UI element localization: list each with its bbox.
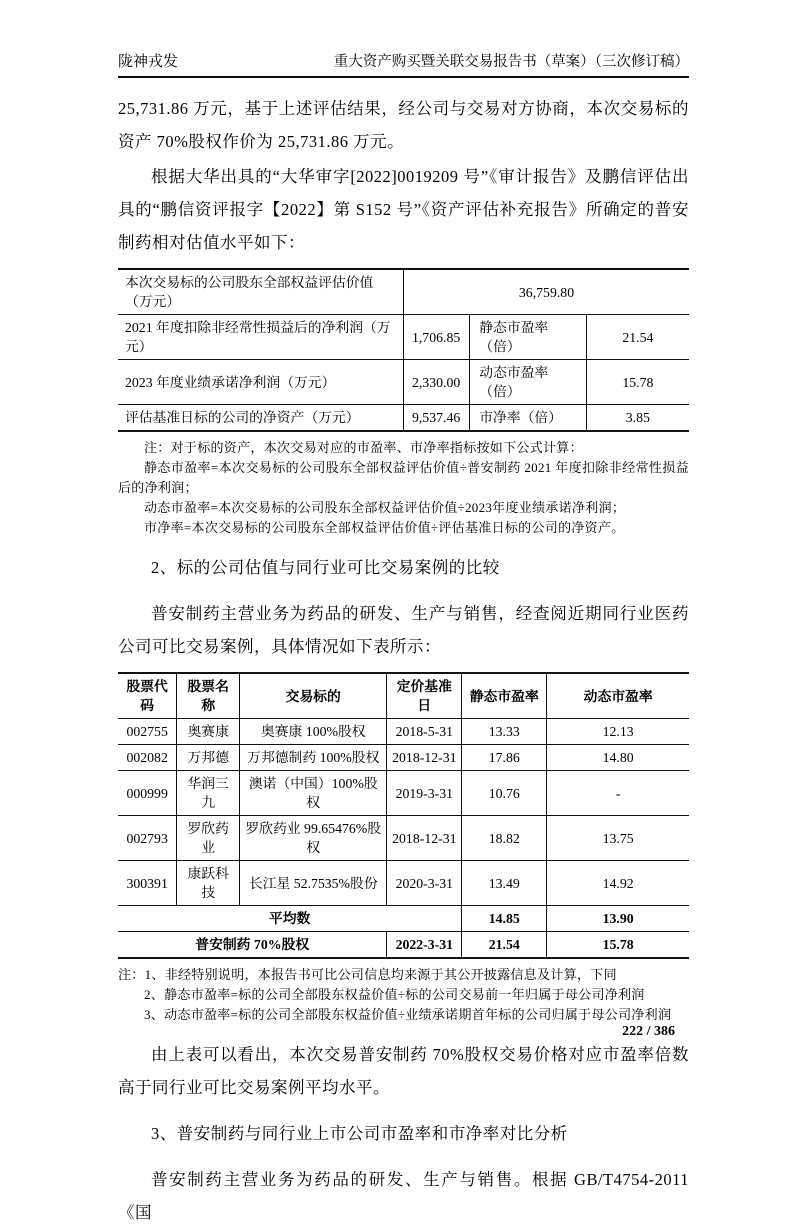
table-cell: 002793 bbox=[118, 816, 177, 861]
paragraph-price-conclusion: 25,731.86 万元，基于上述评估结果，经公司与交易对方协商，本次交易标的资产 70%股权作价为 25,731.86 万元。 bbox=[118, 99, 689, 151]
header-company-name: 陇神戎发 bbox=[118, 54, 179, 70]
table-cell: 9,537.46 bbox=[404, 405, 470, 432]
table-cell: 002755 bbox=[118, 719, 177, 745]
column-header: 股票名称 bbox=[177, 673, 240, 719]
table-average-row bbox=[118, 906, 689, 932]
table-cell: 000999 bbox=[118, 771, 177, 816]
table-cell: 长江星 52.7535%股份 bbox=[240, 861, 387, 906]
table-cell: 2020-3-31 bbox=[387, 861, 462, 906]
table-cell: 21.54 bbox=[462, 932, 547, 959]
column-header: 定价基准日 bbox=[387, 673, 462, 719]
column-header: 静态市盈率 bbox=[462, 673, 547, 719]
table-cell: 华润三九 bbox=[177, 771, 240, 816]
table-cell: 10.76 bbox=[462, 771, 547, 816]
table-cell: 康跃科技 bbox=[177, 861, 240, 906]
section-heading-2: 2、标的公司估值与同行业可比交易案例的比较 bbox=[151, 558, 500, 577]
header-report-title: 重大资产购买暨关联交易报告书（草案）（三次修订稿） bbox=[333, 54, 689, 70]
paragraph-industry-intro: 普安制药主营业务为药品的研发、生产与销售。根据 GB/T4754-2011《国 bbox=[118, 1170, 689, 1222]
table-row bbox=[118, 816, 689, 861]
table-cell: 13.90 bbox=[547, 906, 689, 932]
section-heading-3: 3、普安制药与同行业上市公司市盈率和市净率对比分析 bbox=[151, 1124, 568, 1143]
table-target-row bbox=[118, 932, 689, 959]
table-cell: 17.86 bbox=[462, 745, 547, 771]
table-cell: 罗欣药业 99.65476%股权 bbox=[240, 816, 387, 861]
table-row bbox=[118, 771, 689, 816]
table-row bbox=[118, 315, 689, 360]
comparison-table bbox=[118, 672, 689, 959]
note-line: 注：对于标的资产，本次交易对应的市盈率、市净率指标按如下公式计算： bbox=[144, 440, 583, 455]
paragraph-comparable-intro: 普安制药主营业务为药品的研发、生产与销售，经查阅近期同行业医药公司可比交易案例，具体情况如下表所示： bbox=[118, 604, 689, 656]
note-line: 市净率=本次交易标的公司股东全部权益评估价值÷评估基准日标的公司的净资产。 bbox=[144, 520, 625, 535]
table-header-row bbox=[118, 673, 689, 719]
table-cell: 奥赛康 bbox=[177, 719, 240, 745]
column-header: 股票代码 bbox=[118, 673, 177, 719]
table-cell: 21.54 bbox=[586, 315, 689, 360]
table-cell: 2022-3-31 bbox=[387, 932, 462, 959]
note-line: 3、动态市盈率=标的公司全部股东权益价值÷业绩承诺期首年标的公司归属于母公司净利润 bbox=[144, 1007, 672, 1022]
table-cell: 12.13 bbox=[547, 719, 689, 745]
table-row bbox=[118, 745, 689, 771]
table-row bbox=[118, 269, 689, 315]
table-cell: 18.82 bbox=[462, 816, 547, 861]
comparison-table-notes bbox=[118, 965, 689, 1025]
column-header: 动态市盈率 bbox=[547, 673, 689, 719]
running-header bbox=[118, 50, 689, 78]
table-cell: - bbox=[547, 771, 689, 816]
table-cell: 3.85 bbox=[586, 405, 689, 432]
table-row bbox=[118, 719, 689, 745]
table-cell: 2018-12-31 bbox=[387, 745, 462, 771]
table-cell: 2018-12-31 bbox=[387, 816, 462, 861]
column-header: 交易标的 bbox=[240, 673, 387, 719]
table-cell: 14.85 bbox=[462, 906, 547, 932]
table-cell: 36,759.80 bbox=[404, 269, 689, 315]
note-line: 动态市盈率=本次交易标的公司股东全部权益评估价值÷2023年度业绩承诺净利润； bbox=[144, 500, 626, 515]
paragraph-conclusion: 由上表可以看出，本次交易普安制药 70%股权交易价格对应市盈率倍数高于同行业可比交易案例平均水平。 bbox=[118, 1045, 689, 1097]
table-cell: 15.78 bbox=[586, 360, 689, 405]
table-row bbox=[118, 360, 689, 405]
note-line: 2、静态市盈率=标的公司全部股东权益价值÷标的公司交易前一年归属于母公司净利润 bbox=[144, 987, 645, 1002]
table-cell: 万邦德制药 100%股权 bbox=[240, 745, 387, 771]
table-cell: 奥赛康 100%股权 bbox=[240, 719, 387, 745]
table-cell: 本次交易标的公司股东全部权益评估价值（万元） bbox=[118, 269, 404, 315]
table-row bbox=[118, 861, 689, 906]
table-cell: 2019-3-31 bbox=[387, 771, 462, 816]
table-cell: 14.92 bbox=[547, 861, 689, 906]
table-cell: 2021 年度扣除非经常性损益后的净利润（万元） bbox=[118, 315, 404, 360]
table-cell: 罗欣药业 bbox=[177, 816, 240, 861]
note-line: 静态市盈率=本次交易标的公司股东全部权益评估价值÷普安制药 2021 年度扣除非经常性损益后的净利润； bbox=[118, 460, 689, 495]
table-cell: 2,330.00 bbox=[404, 360, 470, 405]
valuation-table bbox=[118, 268, 689, 432]
table-cell: 13.49 bbox=[462, 861, 547, 906]
table-cell: 澳诺（中国）100%股权 bbox=[240, 771, 387, 816]
table-cell: 300391 bbox=[118, 861, 177, 906]
valuation-table-notes bbox=[118, 438, 689, 538]
page-number: 222 / 386 bbox=[622, 1024, 675, 1039]
table-cell: 13.33 bbox=[462, 719, 547, 745]
table-cell: 14.80 bbox=[547, 745, 689, 771]
table-cell: 市净率（倍） bbox=[470, 405, 586, 432]
table-cell: 普安制药 70%股权 bbox=[118, 932, 387, 959]
table-cell: 2018-5-31 bbox=[387, 719, 462, 745]
table-cell: 平均数 bbox=[118, 906, 462, 932]
table-cell: 静态市盈率（倍） bbox=[470, 315, 586, 360]
table-row bbox=[118, 405, 689, 432]
table-cell: 万邦德 bbox=[177, 745, 240, 771]
table-cell: 15.78 bbox=[547, 932, 689, 959]
table-cell: 2023 年度业绩承诺净利润（万元） bbox=[118, 360, 404, 405]
note-line: 注：1、非经特别说明，本报告书可比公司信息均来源于其公开披露信息及计算，下同 bbox=[118, 967, 617, 982]
table-cell: 评估基准日标的公司的净资产（万元） bbox=[118, 405, 404, 432]
table-cell: 002082 bbox=[118, 745, 177, 771]
table-cell: 动态市盈率（倍） bbox=[470, 360, 586, 405]
table-cell: 13.75 bbox=[547, 816, 689, 861]
paragraph-report-basis: 根据大华出具的“大华审字[2022]0019209 号”《审计报告》及鹏信评估出具的“鹏信资评报字【2022】第 S152 号”《资产评估补充报告》所确定的普安制药相对估值水平如下： bbox=[118, 167, 689, 252]
table-cell: 1,706.85 bbox=[404, 315, 470, 360]
